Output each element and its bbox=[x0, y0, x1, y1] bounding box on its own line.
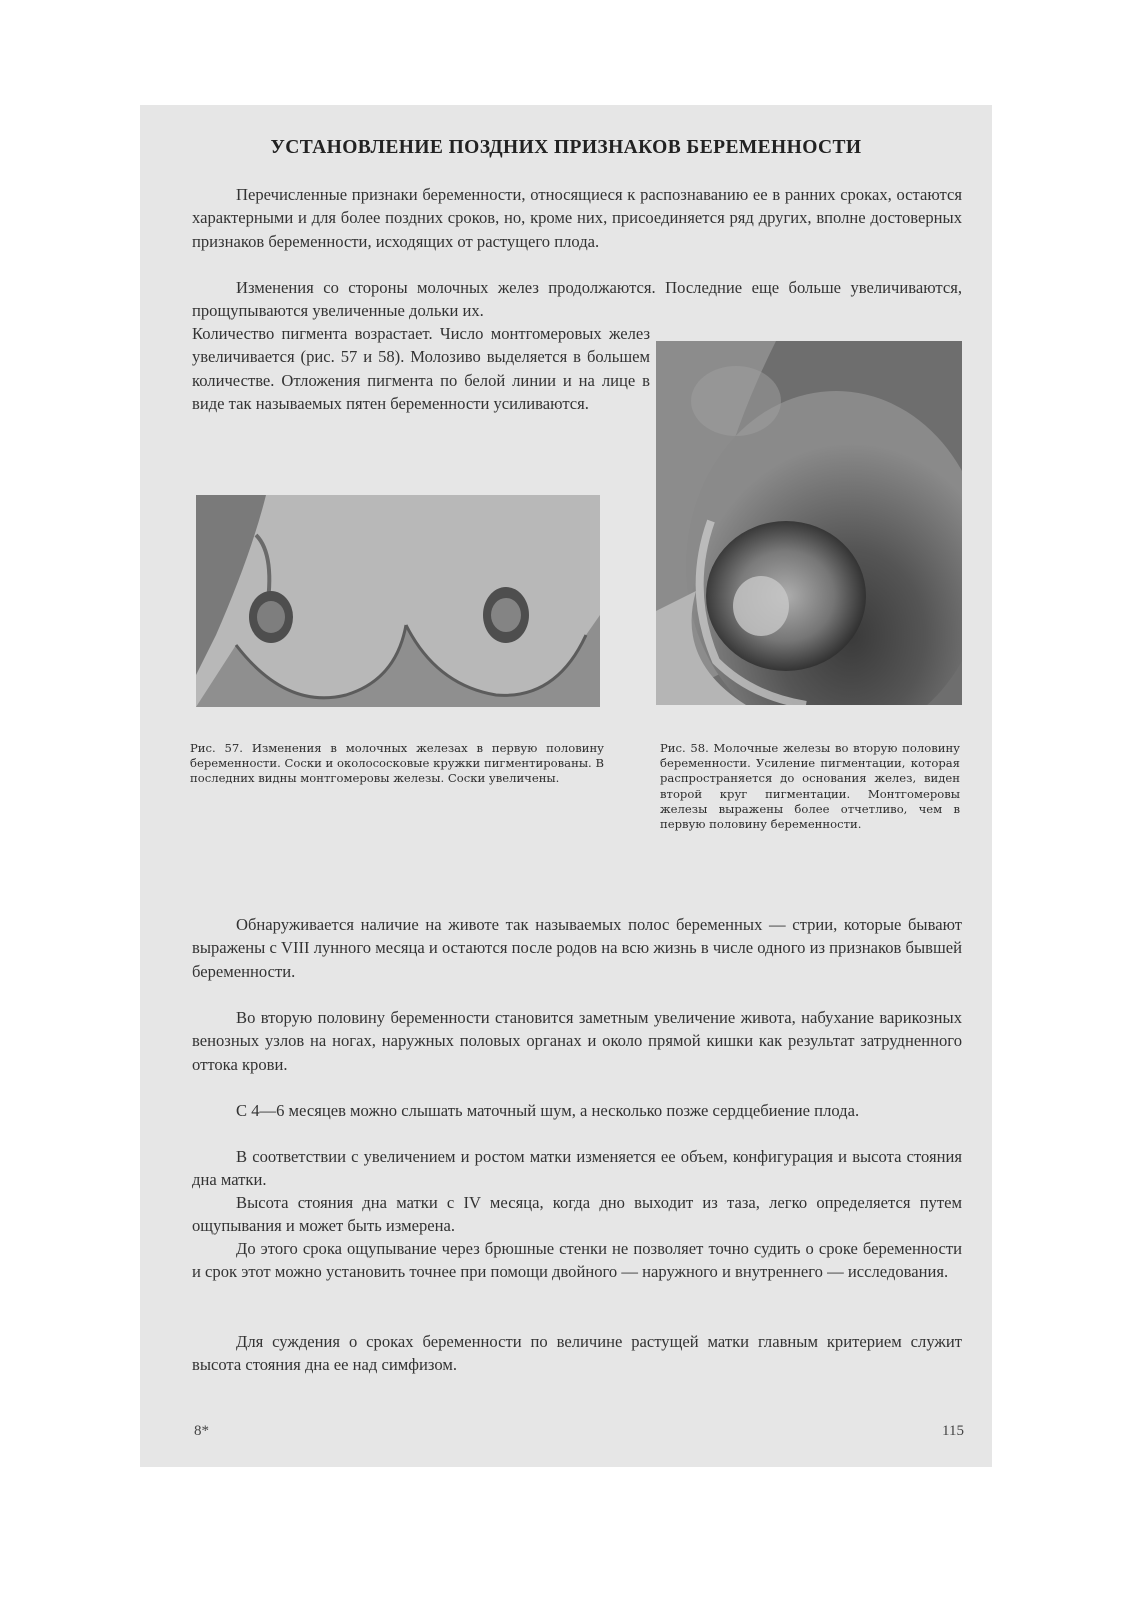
paragraph-narrow: Количество пигмента возрастает. Число монтгомеровых желез увеличивается (рис. 57 и 58). Молозиво выделяется в большем количестве. Отложения пигмента по белой линии и на лице в виде так называемых пятен беременности усиливаются. bbox=[192, 324, 650, 413]
page-title: УСТАНОВЛЕНИЕ ПОЗДНИХ ПРИЗНАКОВ БЕРЕМЕННОСТИ bbox=[270, 137, 862, 158]
figure-58-caption: Рис. 58. Молочные железы во вторую половину беременности. Усиление пигментации, которая распространяется до основания желез, виден второй круг пигментации. Монтгомеровы железы выражены более отчетливо, чем в первую половину беременности. bbox=[660, 741, 960, 832]
paragraph: Обнаруживается наличие на животе так называемых полос беременных — стрии, которые бывают выражены с VIII лунного месяца и остаются после родов на всю жизнь в числе одного из признаков бывшей беременности. bbox=[192, 915, 962, 981]
signature-mark: 8* bbox=[194, 1423, 209, 1439]
paragraph: С 4—6 месяцев можно слышать маточный шум, а несколько позже сердцебиение плода. bbox=[236, 1101, 860, 1120]
page-number: 115 bbox=[942, 1423, 964, 1439]
paragraph: Во вторую половину беременности становится заметным увеличение живота, набухание варикозных венозных узлов на ногах, наружных половых органах и около прямой кишки как результат затрудненного оттока крови. bbox=[192, 1008, 962, 1074]
paragraph: Изменения со стороны молочных желез продолжаются. Последние еще больше увеличиваются, прощупываются увеличенные дольки их. bbox=[192, 278, 962, 321]
paragraph: Высота стояния дна матки с IV месяца, когда дно выходит из таза, легко определяется путем ощупывания и может быть измерена. bbox=[192, 1193, 962, 1236]
paragraph: Для суждения о сроках беременности по величине растущей матки главным критерием служит высота стояния дна ее над симфизом. bbox=[192, 1332, 962, 1375]
paragraph: Перечисленные признаки беременности, относящиеся к распознаванию ее в ранних сроках, остаются характерными и для более поздних сроков, но, кроме них, присоединяется ряд других, вполне достоверных признаков беременности, исходящих от растущего плода. bbox=[192, 185, 962, 251]
figure-58-photo bbox=[656, 341, 962, 705]
book-page bbox=[140, 105, 992, 1467]
paragraph: В соответствии с увеличением и ростом матки изменяется ее объем, конфигурация и высота стояния дна матки. bbox=[192, 1147, 962, 1190]
paragraph: До этого срока ощупывание через брюшные стенки не позволяет точно судить о сроке беременности и срок этот можно установить точнее при помощи двойного — наружного и внутреннего — исследования. bbox=[192, 1239, 962, 1282]
figure-57-photo bbox=[196, 495, 600, 707]
figure-57-caption: Рис. 57. Изменения в молочных железах в первую половину беременности. Соски и околососковые кружки пигментированы. В последних видны монтгомеровы железы. Соски увеличены. bbox=[190, 741, 604, 786]
